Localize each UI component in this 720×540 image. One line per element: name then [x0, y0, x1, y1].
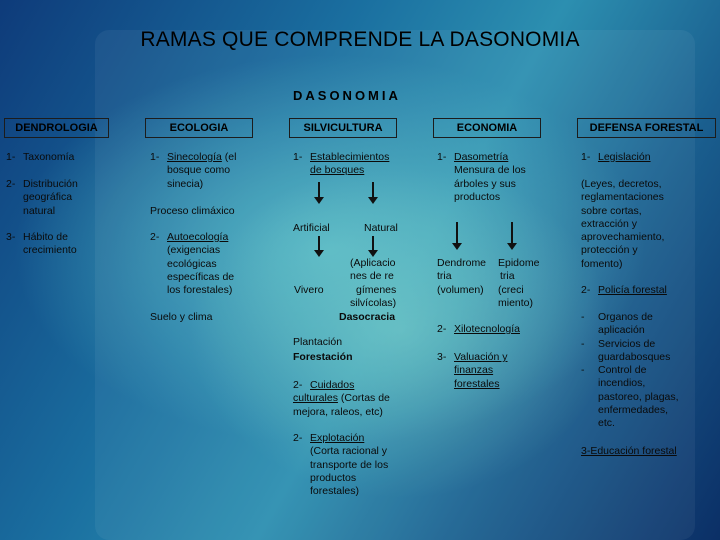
arrow-down-icon [372, 182, 374, 198]
ecologia-suelo-clima: Suelo y clima [150, 311, 213, 323]
defensa-policia-list: - Organos de aplicación - Servicios de guardabosques - Control de incendios, pastoreo, plagas, enfermedades, etc. [581, 311, 679, 430]
silvicultura-item-1: 1- Establecimientos de bosques [293, 151, 390, 177]
arrow-down-icon [456, 222, 458, 244]
header-silvicultura: SILVICULTURA [289, 118, 397, 138]
dendrologia-item-3: 3- Hábito de crecimiento [6, 231, 77, 257]
silvicultura-dasocracia: Dasocracia [339, 311, 396, 323]
economia-epidometria: Epidome tria (creci miento) [498, 257, 540, 309]
slide-title: RAMAS QUE COMPRENDE LA DASONOMIA [140, 28, 580, 51]
silvicultura-artificial: Artificial [293, 222, 330, 234]
arrow-down-icon [511, 222, 513, 244]
header-defensa-forestal: DEFENSA FORESTAL [577, 118, 716, 138]
ecologia-proceso-climaxico: Proceso climáxico [150, 205, 235, 217]
arrow-down-icon [318, 182, 320, 198]
header-economia: ECONOMIA [433, 118, 541, 138]
dendrologia-item-1: 1- Taxonomía [6, 151, 75, 163]
header-dendrologia: DENDROLOGIA [4, 118, 109, 138]
silvicultura-natural: Natural [364, 222, 398, 234]
silvicultura-forestacion: Forestación [293, 351, 353, 363]
economia-item-3: 3- Valuación y finanzas forestales [437, 351, 508, 390]
economia-item-2: 2- Xilotecnología [437, 323, 520, 335]
economia-dendrometria: Dendrome tria (volumen) [437, 257, 487, 296]
header-ecologia: ECOLOGIA [145, 118, 253, 138]
defensa-item-3: 3-Educación forestal [581, 445, 677, 457]
silvicultura-item-3: 2- Explotación (Corta racional y transporte de los productos forestales) [293, 432, 389, 498]
arrow-down-icon [372, 236, 374, 251]
ecologia-item-2: 2- Autoecología (exigencias ecológicas específicas de los forestales) [150, 231, 235, 297]
dendrologia-item-2: 2- Distribución geográfica natural [6, 178, 78, 217]
economia-item-1: 1- Dasometría Mensura de los árboles y sus productos [437, 151, 526, 203]
root-node: DASONOMIA [293, 88, 401, 103]
defensa-item-1: 1- Legislación [581, 151, 651, 163]
silvicultura-aplicacion: (Aplicacio nes de re gímenes silvícolas) [350, 257, 397, 309]
arrow-down-icon [318, 236, 320, 251]
silvicultura-item-2: 2- Cuidados culturales (Cortas de mejora, raleos, etc) [293, 379, 390, 418]
silvicultura-plantacion: Plantación [293, 336, 343, 348]
ecologia-item-1: 1- Sinecología (el bosque como sinecia) [150, 151, 237, 190]
silvicultura-vivero: Vivero [294, 284, 324, 296]
defensa-item-2: 2- Policía forestal [581, 284, 667, 296]
defensa-legislacion-detail: (Leyes, decretos, reglamentaciones sobre cortas, extracción y aprovechamiento, protección y fomento) [581, 178, 665, 270]
